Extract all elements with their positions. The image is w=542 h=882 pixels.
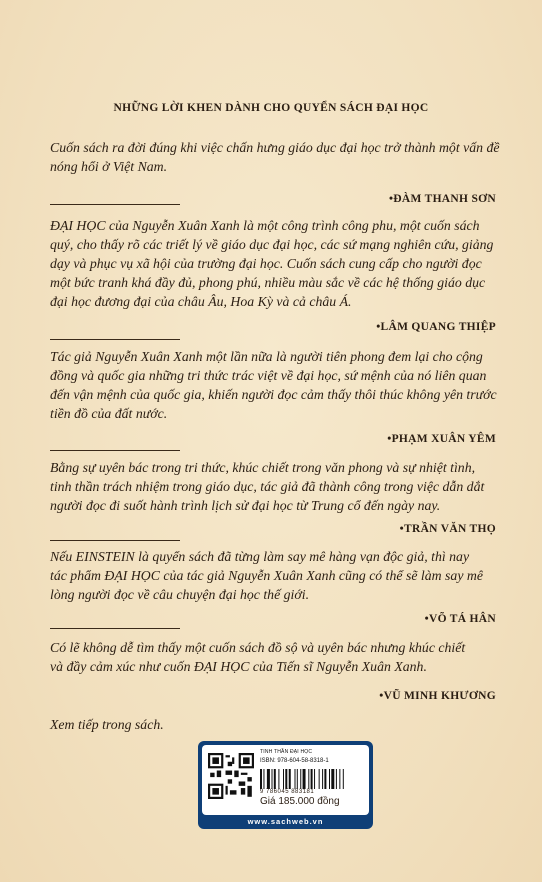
quote-line: Cuốn sách ra đời đúng khi việc chấn hưng giáo dục đại học trở thành một vấn đề (50, 140, 500, 155)
isbn-text: ISBN: 978-604-58-8318-1 (260, 758, 329, 764)
testimonial-quote-2 (50, 216, 502, 311)
divider (50, 628, 180, 629)
quote-line: quý, cho thấy rõ các triết lý về giáo dục đại học, các sứ mạng nghiên cứu, giảng (50, 237, 494, 252)
sticker-title: TINH THẦN ĐẠI HỌC (260, 749, 313, 755)
testimonial-quote-3 (50, 347, 502, 423)
barcode-number: 9 786045 883181 (260, 789, 315, 795)
quote-line: ĐẠI HỌC của Nguyễn Xuân Xanh là một công trình công phu, một cuốn sách (50, 218, 480, 233)
quote-line: nóng hổi ở Việt Nam. (50, 159, 168, 174)
testimonial-author-1: •ĐÀM THANH SƠN (388, 193, 496, 205)
barcode-icon (260, 769, 364, 789)
testimonial-author-6: •VŨ MINH KHƯƠNG (379, 690, 496, 702)
website-text: www.sachweb.vn (247, 817, 324, 826)
page-heading: NHỮNG LỜI KHEN DÀNH CHO QUYỂN SÁCH ĐẠI HỌC (113, 102, 429, 114)
testimonial-author-5: •VÕ TÁ HÂN (424, 613, 496, 625)
divider (50, 339, 180, 340)
quote-line: một bức tranh khá đầy đủ, phong phú, nhiều màu sắc về các hệ thống giáo dục (50, 275, 486, 290)
quote-line: và đầy cảm xúc như cuốn ĐẠI HỌC của Tiến sĩ Nguyễn Xuân Xanh. (50, 659, 427, 674)
price-text: Giá 185.000 đồng (260, 796, 340, 807)
sticker-info (260, 749, 366, 764)
quote-line: Có lẽ không dễ tìm thấy một cuốn sách đồ sộ và uyên bác nhưng khúc chiết (50, 640, 466, 655)
quote-line: tiền đồ của đất nước. (50, 406, 168, 421)
testimonial-quote-6 (50, 638, 502, 676)
quote-line: người đọc đi suốt hành trình lịch sử đại học từ Trung cổ đến ngày nay. (50, 498, 441, 513)
quote-line: Tác giả Nguyễn Xuân Xanh một lần nữa là người tiên phong đem lại cho cộng (50, 349, 483, 364)
testimonial-quote-5 (50, 547, 502, 604)
testimonial-author-3: •PHẠM XUÂN YÊM (387, 433, 496, 445)
sticker-label (202, 745, 369, 815)
divider (50, 540, 180, 541)
read-more-text: Xem tiếp trong sách. (50, 717, 164, 732)
quote-line: dạy và phục vụ xã hội của trường đại học. Cuốn sách cung cấp cho người đọc (50, 256, 482, 271)
divider (50, 450, 180, 451)
testimonial-quote-4 (50, 458, 502, 515)
price-sticker (198, 741, 373, 829)
quote-line: Bằng sự uyên bác trong tri thức, khúc chiết trong văn phong và sự nhiệt tình, (50, 460, 476, 475)
quote-line: tinh thần trách nhiệm trong giáo dục, tác giả đã thành công trong việc dẫn dắt (50, 479, 485, 494)
quote-line: đến vận mệnh của quốc gia, khiến người đọc cảm thấy thôi thúc không yên trước (50, 387, 497, 402)
testimonial-author-2: •LÂM QUANG THIỆP (376, 321, 496, 333)
qr-code-icon (208, 753, 254, 799)
divider (50, 204, 180, 205)
quote-line: Nếu EINSTEIN là quyển sách đã từng làm say mê hàng vạn độc giả, thì nay (50, 549, 470, 564)
quote-line: đồng và quốc gia những tri thức trác việt về đại học, sứ mệnh của nó liên quan (50, 368, 487, 383)
quote-line: lòng người đọc về câu chuyện đại học thế giới. (50, 587, 310, 602)
testimonial-quote-1 (50, 138, 502, 176)
testimonial-author-4: •TRẦN VĂN THỌ (399, 523, 496, 535)
quote-line: đại học đương đại của châu Âu, Hoa Kỳ và cả châu Á. (50, 294, 352, 309)
quote-line: tác phẩm ĐẠI HỌC của tác giả Nguyễn Xuân Xanh cũng có thể sẽ làm say mê (50, 568, 483, 583)
